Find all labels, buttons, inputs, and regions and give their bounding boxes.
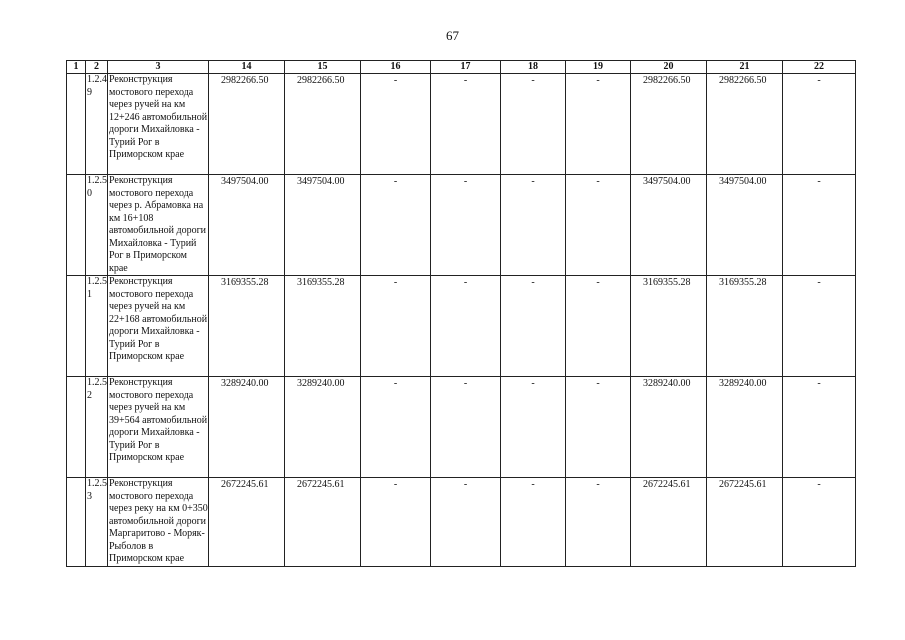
- item-name: Реконструкция мостового перехода через реку на км 0+350 автомобильной дороги Маргаритово - Моряк-Рыболов в Приморском крае: [109, 478, 208, 564]
- column-header: 1: [67, 61, 86, 74]
- cell-col1: [67, 478, 86, 567]
- cell-col17: -: [431, 377, 501, 478]
- cell-col16: -: [361, 175, 431, 276]
- cell-col19: -: [566, 74, 631, 175]
- table-row: [67, 276, 856, 377]
- cell-col19: -: [566, 175, 631, 276]
- item-number: 1.2.50: [86, 175, 108, 276]
- cell-col21: 3289240.00: [707, 377, 783, 478]
- cell-col14: 3289240.00: [209, 377, 285, 478]
- cell-col19: -: [566, 276, 631, 377]
- item-number: 1.2.53: [86, 478, 108, 567]
- budget-table: [66, 60, 856, 567]
- cell-col22: -: [783, 276, 856, 377]
- cell-col22: -: [783, 175, 856, 276]
- cell-col16: -: [361, 478, 431, 567]
- cell-col22: -: [783, 74, 856, 175]
- cell-col21: 3497504.00: [707, 175, 783, 276]
- cell-col14: 3169355.28: [209, 276, 285, 377]
- column-header: 2: [86, 61, 108, 74]
- cell-col20: 3169355.28: [631, 276, 707, 377]
- cell-col19: -: [566, 478, 631, 567]
- table-row: [67, 478, 856, 567]
- table-row: [67, 377, 856, 478]
- cell-col14: 2982266.50: [209, 74, 285, 175]
- cell-col16: -: [361, 377, 431, 478]
- cell-col15: 3289240.00: [285, 377, 361, 478]
- cell-col17: -: [431, 478, 501, 567]
- cell-col16: -: [361, 74, 431, 175]
- item-number: 1.2.51: [86, 276, 108, 377]
- item-number: 1.2.49: [86, 74, 108, 175]
- cell-col15: 3169355.28: [285, 276, 361, 377]
- cell-col22: -: [783, 478, 856, 567]
- item-number: 1.2.52: [86, 377, 108, 478]
- cell-col21: 2982266.50: [707, 74, 783, 175]
- cell-col14: 3497504.00: [209, 175, 285, 276]
- cell-col18: -: [501, 377, 566, 478]
- item-name: Реконструкция мостового перехода через ручей на км 39+564 автомобильной дороги Михайловка - Турий Рог в Приморском крае: [108, 377, 209, 478]
- cell-col16: -: [361, 276, 431, 377]
- column-header: 19: [566, 61, 631, 74]
- cell-col17: -: [431, 175, 501, 276]
- column-header: 16: [361, 61, 431, 74]
- cell-col21: 2672245.61: [707, 478, 783, 567]
- cell-col20: 3497504.00: [631, 175, 707, 276]
- cell-col1: [67, 175, 86, 276]
- cell-col20: 2982266.50: [631, 74, 707, 175]
- table-row: [67, 74, 856, 175]
- cell-col21: 3169355.28: [707, 276, 783, 377]
- item-name: Реконструкция мостового перехода через ручей на км 12+246 автомобильной дороги Михайловка - Турий Рог в Приморском крае: [108, 74, 209, 175]
- cell-col18: -: [501, 74, 566, 175]
- cell-col18: -: [501, 276, 566, 377]
- cell-col18: -: [501, 478, 566, 567]
- cell-col15: 2982266.50: [285, 74, 361, 175]
- column-header: 18: [501, 61, 566, 74]
- cell-col1: [67, 377, 86, 478]
- column-header: 3: [108, 61, 209, 74]
- column-header: 14: [209, 61, 285, 74]
- cell-col20: 3289240.00: [631, 377, 707, 478]
- page-number: 67: [446, 28, 459, 43]
- cell-col18: -: [501, 175, 566, 276]
- table-row: [67, 175, 856, 276]
- column-header: 15: [285, 61, 361, 74]
- cell-col14: 2672245.61: [209, 478, 285, 567]
- cell-col1: [67, 74, 86, 175]
- header-row: [67, 61, 856, 74]
- cell-col17: -: [431, 74, 501, 175]
- cell-col22: -: [783, 377, 856, 478]
- item-name: Реконструкция мостового перехода через ручей на км 22+168 автомобильной дороги Михайловка - Турий Рог в Приморском крае: [108, 276, 209, 377]
- cell-col20: 2672245.61: [631, 478, 707, 567]
- column-header: 22: [783, 61, 856, 74]
- column-header: 20: [631, 61, 707, 74]
- cell-col17: -: [431, 276, 501, 377]
- item-name: Реконструкция мостового перехода через р. Абрамовка на км 16+108 автомобильной дороги Михайловка - Турий Рог в Приморском крае: [108, 175, 209, 276]
- cell-col15: 3497504.00: [285, 175, 361, 276]
- column-header: 17: [431, 61, 501, 74]
- cell-col19: -: [566, 377, 631, 478]
- cell-col1: [67, 276, 86, 377]
- column-header: 21: [707, 61, 783, 74]
- cell-col15: 2672245.61: [285, 478, 361, 567]
